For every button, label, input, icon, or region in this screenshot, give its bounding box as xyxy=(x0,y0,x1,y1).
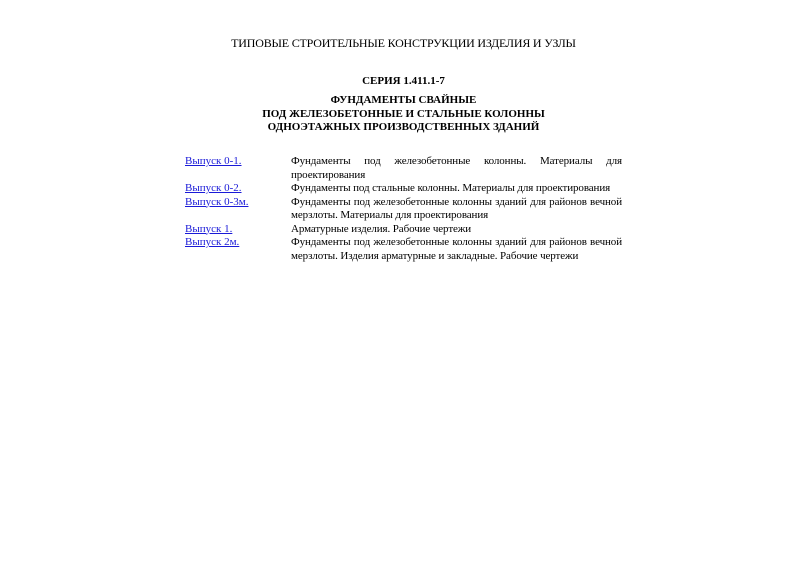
title-line-1: ФУНДАМЕНТЫ СВАЙНЫЕ xyxy=(330,94,477,106)
issues-list xyxy=(185,155,622,263)
title-line-3: ОДНОЭТАЖНЫХ ПРОИЗВОДСТВЕННЫХ ЗДАНИЙ xyxy=(267,121,540,133)
issue-link-0-2[interactable]: Выпуск 0-2. xyxy=(185,182,242,194)
issue-row xyxy=(185,182,622,196)
issue-link-1[interactable]: Выпуск 1. xyxy=(185,222,233,235)
issue-row xyxy=(185,155,622,182)
issue-description: Фундаменты под железобетонные колонны. Материалы для проектирования xyxy=(291,155,622,181)
document-title xyxy=(0,94,807,135)
issue-link-2m[interactable]: Выпуск 2м. xyxy=(185,236,240,248)
issue-description: Фундаменты под стальные колонны. Материалы для проектирования xyxy=(291,182,611,194)
issue-description: Фундаменты под железобетонные колонны зданий для районов вечной мерзлоты. Изделия арматурные и закладные. Рабочие чертежи xyxy=(291,236,622,262)
series-header: ТИПОВЫЕ СТРОИТЕЛЬНЫЕ КОНСТРУКЦИИ ИЗДЕЛИЯ И УЗЛЫ xyxy=(231,36,576,50)
issue-description: Арматурные изделия. Рабочие чертежи xyxy=(291,222,472,235)
title-line-2: ПОД ЖЕЛЕЗОБЕТОННЫЕ И СТАЛЬНЫЕ КОЛОННЫ xyxy=(262,107,545,120)
issue-link-0-3m[interactable]: Выпуск 0-3м. xyxy=(185,195,249,208)
issue-row xyxy=(185,223,622,237)
issue-row xyxy=(185,196,622,223)
issue-description: Фундаменты под железобетонные колонны зданий для районов вечной мерзлоты. Материалы для проектирования xyxy=(291,195,622,221)
issue-link-0-1[interactable]: Выпуск 0-1. xyxy=(185,155,242,167)
series-code: СЕРИЯ 1.411.1-7 xyxy=(362,75,445,87)
issue-row xyxy=(185,236,622,263)
